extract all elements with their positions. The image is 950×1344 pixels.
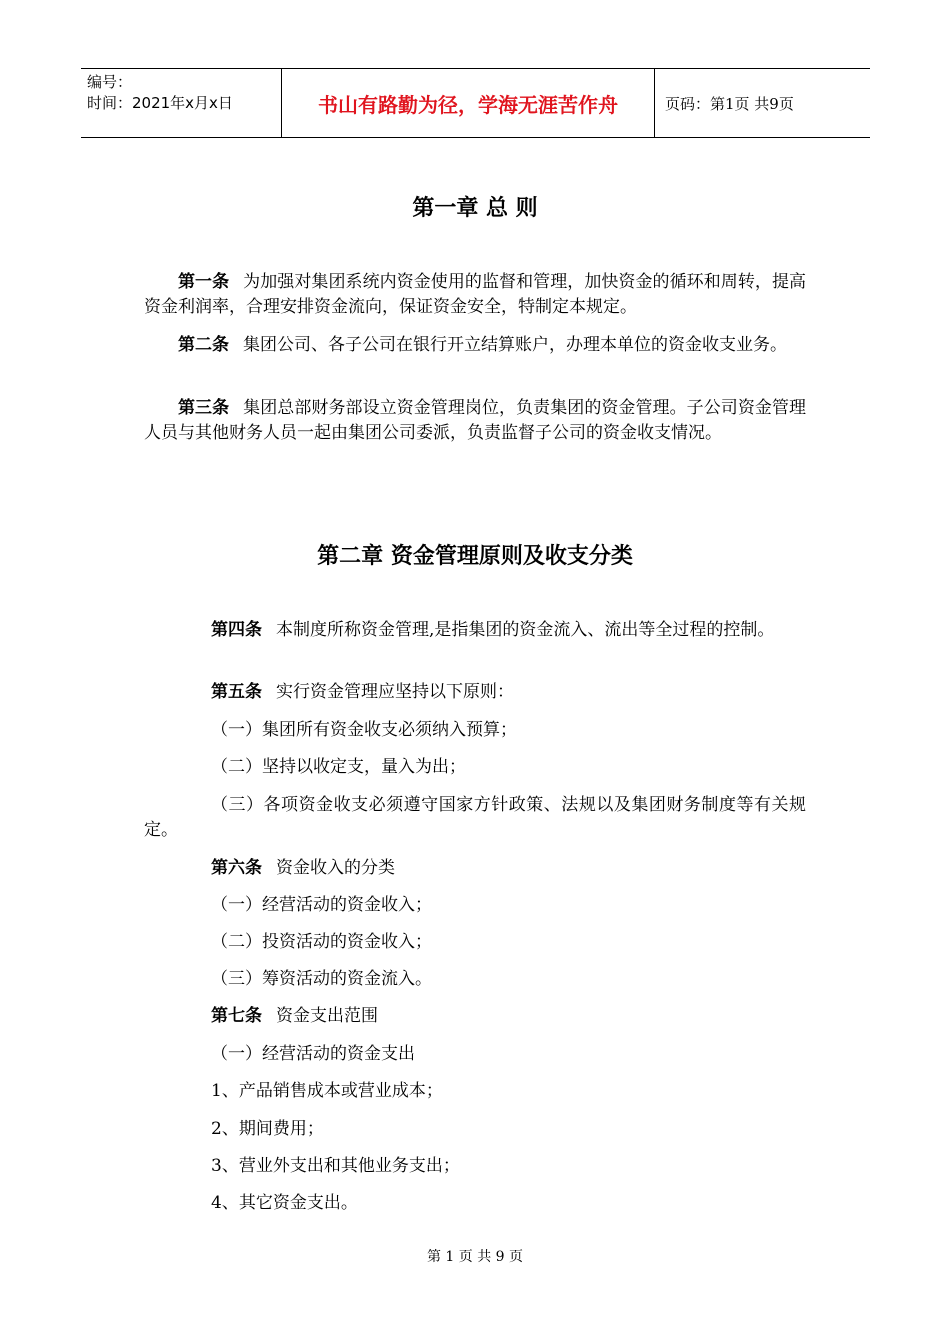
article-2 xyxy=(144,333,806,358)
article-4-label: 第四条 xyxy=(211,620,262,640)
chapter-1-title: 第一章 总 则 xyxy=(412,196,538,221)
article-7 xyxy=(211,1004,378,1029)
chapter-2-title: 第二章 资金管理原则及收支分类 xyxy=(317,544,633,569)
article-5-item-2: （二）坚持以收定支，量入为出； xyxy=(211,757,466,777)
article-6-item-3: （三）筹资活动的资金流入。 xyxy=(211,969,432,989)
article-6-label: 第六条 xyxy=(211,858,262,878)
article-5-item-1: （一）集团所有资金收支必须纳入预算； xyxy=(211,720,517,740)
header-page-cell xyxy=(655,69,870,137)
article-7-sub-4: 4、其它资金支出。 xyxy=(211,1193,358,1213)
article-5-item-3: （三）各项资金收支必须遵守国家方针政策、法规以及集团财务制度等有关规定。 xyxy=(144,795,806,840)
article-6-text: 资金收入的分类 xyxy=(276,858,395,878)
article-1 xyxy=(144,270,806,320)
article-7-text: 资金支出范围 xyxy=(276,1006,378,1026)
article-6-item-1: （一）经营活动的资金收入； xyxy=(211,895,432,915)
article-7-sub-2: 2、期间费用； xyxy=(211,1119,324,1139)
article-5-label: 第五条 xyxy=(211,682,262,702)
header-info-cell xyxy=(81,69,282,137)
page-footer: 第 1 页 共 9 页 xyxy=(426,1249,524,1265)
article-3-text: 集团总部财务部设立资金管理岗位，负责集团的资金管理。子公司资金管理人员与其他财务人员一起由集团公司委派，负责监督子公司的资金收支情况。 xyxy=(144,398,806,443)
article-6-item-2: （二）投资活动的资金收入； xyxy=(211,932,432,952)
article-2-text: 集团公司、各子公司在银行开立结算账户，办理本单位的资金收支业务。 xyxy=(243,335,787,355)
article-1-label: 第一条 xyxy=(178,272,230,292)
document-header xyxy=(81,68,870,138)
article-2-label: 第二条 xyxy=(178,335,229,355)
article-7-sub-1: 1、产品销售成本或营业成本； xyxy=(211,1081,443,1101)
header-motto: 书山有路勤为径，学海无涯苦作舟 xyxy=(318,92,618,117)
article-7-sub-3: 3、营业外支出和其他业务支出； xyxy=(211,1156,460,1176)
article-5 xyxy=(211,680,514,705)
article-3 xyxy=(144,396,806,446)
article-7-item-1: （一）经营活动的资金支出 xyxy=(211,1044,415,1064)
header-page-label: 页码：第1页 共9页 xyxy=(665,94,794,113)
article-4 xyxy=(144,618,806,643)
article-4-text: 本制度所称资金管理,是指集团的资金流入、流出等全过程的控制。 xyxy=(276,620,775,640)
document-number-label: 编号： xyxy=(87,73,133,91)
article-3-label: 第三条 xyxy=(178,398,230,418)
article-7-label: 第七条 xyxy=(211,1006,262,1026)
article-1-text: 为加强对集团系统内资金使用的监督和管理，加快资金的循环和周转，提高资金利润率，合理安排资金流向，保证资金安全，特制定本规定。 xyxy=(144,272,806,317)
document-time-label: 时间：2021年x月x日 xyxy=(87,94,233,112)
article-6 xyxy=(211,856,395,881)
header-motto-cell xyxy=(282,69,655,137)
article-5-text: 实行资金管理应坚持以下原则： xyxy=(276,682,514,702)
